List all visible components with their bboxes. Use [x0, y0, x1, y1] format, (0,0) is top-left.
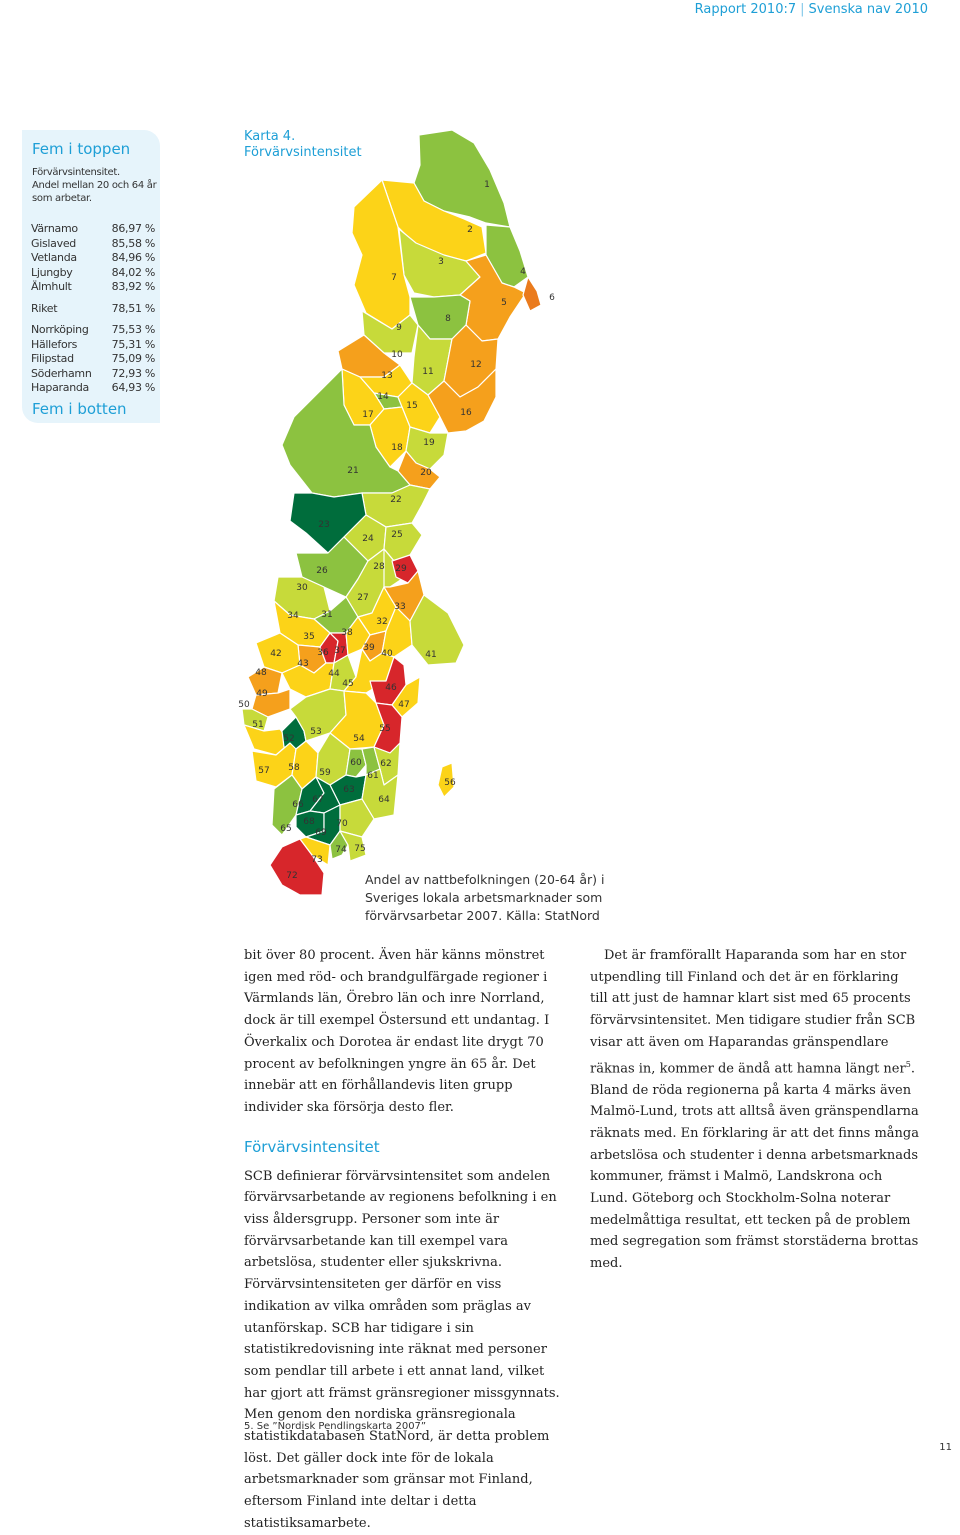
- region-label: 75: [354, 844, 366, 854]
- sweden-region-map: [234, 125, 574, 895]
- municipality-value: 75,53 %: [111, 323, 155, 336]
- footnote: 5. Se ”Nordisk Pendlingskarta 2007”: [244, 1421, 427, 1432]
- page-header: [695, 2, 928, 17]
- bottom-five-title: Fem i botten: [32, 400, 127, 418]
- paragraph-part: Det är framförallt Haparanda som har en stor utpendling till Finland och det är en förklaring till att just de hamnar klart sist med 65 procents förvärvsintensitet. Men tidigare studier från SCB visar att även om Haparandas gränspendlare räknas in, kommer de ändå att hamna längt ner: [590, 948, 916, 1076]
- text-column-left: [244, 945, 566, 1535]
- region-label: 45: [342, 679, 354, 689]
- region-label: 52: [283, 734, 295, 744]
- sidebar-subtitle-text: Andel mellan 20 och 64 år som arbetar.: [32, 180, 157, 204]
- municipality-name: Gislaved: [31, 236, 76, 250]
- region-label: 62: [380, 759, 392, 769]
- region-label: 51: [252, 720, 264, 730]
- region-label: 48: [255, 668, 267, 678]
- region-label: 72: [286, 871, 298, 881]
- municipality-value: 86,97 %: [111, 222, 155, 235]
- municipality-value: 83,92 %: [111, 280, 155, 293]
- map-title: [244, 129, 362, 161]
- report-title: Svenska nav 2010: [808, 2, 928, 17]
- body-paragraph: SCB definierar förvärvsintensitet som andelen förvärvsarbetande av regionens befolkning i en viss åldersgrupp. Personer som inte är förvärvsarbetande kan till exempel vara arbetslösa, studenter eller sjukskrivna. Förvärvsintensiteten ger därför en viss indikation av vilka områden som präglas av utanförskap. SCB har tidigare i sin statistikredovisning inte räknat med personer som pendlar till arbete i ett annat land, vilket har gjort att främst gränsregioner missgynnats. Men genom den nordiska gränsregionala statistikdatabasen StatNord, är detta problem löst. Det gäller dock inte för de lokala arbetsmarknader som gränsar mot Finland, eftersom Finland inte deltar i detta statistiksamarbete.: [244, 1168, 560, 1531]
- region-label: 49: [256, 689, 268, 699]
- sidebar-subtitle-bold: Förvärvsintensitet.: [32, 167, 120, 178]
- region-label: 25: [391, 530, 403, 540]
- top-bottom-sidebar: [22, 130, 160, 423]
- list-item: [31, 323, 155, 338]
- region-label: 70: [336, 819, 348, 829]
- municipality-value: 85,58 %: [111, 236, 155, 250]
- region-label: 10: [391, 350, 403, 360]
- map-subtitle: Förvärvsintensitet: [244, 145, 362, 160]
- region-label: 73: [311, 855, 323, 865]
- region-label: 58: [288, 763, 300, 773]
- region-label: 28: [373, 562, 385, 572]
- region-label: 5: [501, 298, 507, 308]
- region-label: 3: [438, 257, 444, 267]
- municipality-name: Söderhamn: [31, 366, 92, 380]
- region-label: 43: [297, 659, 309, 669]
- list-item: [31, 237, 155, 252]
- municipality-name: Filipstad: [31, 352, 74, 365]
- list-item: [31, 222, 155, 237]
- region-label: 65: [280, 824, 292, 834]
- footnote-ref: 5: [905, 1059, 911, 1069]
- page-number: 11: [939, 1442, 952, 1453]
- region-label: 60: [350, 758, 362, 768]
- municipality-value: 84,96 %: [111, 251, 155, 264]
- region-label: 59: [319, 768, 331, 778]
- region-label: 64: [378, 795, 390, 805]
- region-label: 21: [347, 466, 359, 476]
- region-label: 22: [390, 495, 402, 505]
- region-label: 17: [362, 410, 374, 420]
- region-label: 50: [238, 700, 250, 710]
- region-label: 38: [341, 628, 353, 638]
- sidebar-subtitle: [32, 166, 157, 205]
- bottom-five-list: [31, 323, 155, 396]
- region-label: 20: [420, 468, 432, 478]
- list-item: [31, 302, 155, 317]
- municipality-name: Älmhult: [31, 280, 72, 293]
- list-item: [31, 381, 155, 396]
- region-label: 40: [381, 649, 393, 659]
- region-label: 24: [362, 534, 374, 544]
- region-6: [523, 277, 541, 311]
- region-label: 4: [520, 267, 526, 277]
- region-label: 74: [335, 845, 347, 855]
- list-item: [31, 367, 155, 382]
- region-label: 9: [396, 323, 402, 333]
- municipality-value: 75,09 %: [111, 352, 155, 365]
- region-label: 66: [292, 800, 304, 810]
- list-item: [31, 338, 155, 353]
- region-label: 41: [425, 650, 437, 660]
- region-label: 56: [444, 778, 456, 788]
- region-41: [410, 595, 464, 665]
- top-five-title: Fem i toppen: [32, 140, 131, 158]
- region-label: 69: [315, 828, 327, 838]
- region-label: 67: [312, 795, 324, 805]
- region-label: 11: [422, 367, 434, 377]
- region-label: 16: [460, 408, 472, 418]
- region-label: 19: [423, 438, 435, 448]
- map-caption: Andel av nattbefolkningen (20-64 år) i Sveriges lokala arbetsmarknader som förvärvsarbetar 2007. Källa: StatNord: [365, 872, 605, 923]
- report-number: Rapport 2010:7: [694, 2, 797, 17]
- municipality-value: 75,31 %: [111, 337, 155, 351]
- region-label: 23: [318, 520, 330, 530]
- region-label: 36: [317, 648, 329, 658]
- riket-value: 78,51 %: [111, 302, 155, 315]
- region-label: 30: [296, 583, 308, 593]
- region-label: 42: [270, 649, 282, 659]
- region-label: 29: [395, 564, 407, 574]
- list-item: [31, 352, 155, 367]
- region-label: 2: [467, 225, 473, 235]
- region-label: 13: [381, 371, 393, 381]
- header-separator: |: [800, 2, 805, 17]
- region-label: 32: [376, 617, 388, 627]
- region-label: 68: [303, 817, 315, 827]
- region-label: 14: [377, 392, 389, 402]
- text-column-right: [590, 945, 920, 1275]
- map-number: Karta 4.: [244, 129, 296, 144]
- region-label: 33: [394, 602, 406, 612]
- region-label: 6: [549, 293, 555, 303]
- municipality-name: Haparanda: [31, 381, 89, 394]
- region-label: 54: [353, 734, 365, 744]
- list-item: [31, 251, 155, 266]
- paragraph-part: . Bland de röda regionerna på karta 4 märks även Malmö-Lund, trots att alltså även gränspendlarna räknats med. En förklaring är att det finns många arbetslösa och studenter i denna arbetsmarknads kommuner, främst i Malmö, Landskrona och Lund. Göteborg och Stockholm-Solna noterar medelmåttiga resultat, ett tecken på de problem med segregation som främst storstäderna brottas med.: [590, 1060, 919, 1272]
- region-label: 27: [357, 593, 369, 603]
- region-label: 61: [367, 771, 379, 781]
- region-label: 34: [287, 611, 299, 621]
- region-label: 7: [391, 273, 397, 283]
- region-label: 47: [398, 700, 410, 710]
- list-item: [31, 266, 155, 281]
- municipality-name: Värnamo: [31, 222, 78, 235]
- riket-row: [31, 302, 155, 317]
- municipality-name: Vetlanda: [31, 251, 77, 264]
- region-label: 1: [484, 180, 490, 190]
- region-label: 37: [334, 646, 346, 656]
- region-label: 8: [445, 314, 451, 324]
- municipality-value: 64,93 %: [111, 381, 155, 394]
- region-label: 26: [316, 566, 328, 576]
- body-paragraph: [590, 945, 920, 1275]
- region-label: 18: [391, 443, 403, 453]
- region-label: 44: [328, 669, 340, 679]
- list-item: [31, 280, 155, 295]
- region-label: 53: [310, 727, 322, 737]
- region-label: 35: [303, 632, 315, 642]
- body-paragraph: bit över 80 procent. Även här känns mönstret igen med röd- och brandgulfärgade regioner i Värmlands län, Örebro län och inre Norrland, dock är till exempel Östersund ett undantag. I Överkalix och Dorotea är endast lite drygt 70 procent av befolkningen yngre än 65 år. Det innebär att en förhållandevis liten grupp individer ska försörja desto fler.: [244, 948, 550, 1115]
- municipality-value: 72,93 %: [111, 366, 155, 380]
- section-heading: Förvärvsintensitet: [244, 1137, 380, 1156]
- municipality-name: Norrköping: [31, 323, 89, 336]
- riket-name: Riket: [31, 302, 58, 315]
- region-label: 12: [470, 360, 482, 370]
- municipality-value: 84,02 %: [111, 265, 155, 279]
- region-label: 39: [363, 643, 375, 653]
- region-label: 55: [379, 724, 391, 734]
- region-label: 46: [385, 683, 397, 693]
- top-five-list: [31, 222, 155, 295]
- region-label: 57: [258, 766, 270, 776]
- municipality-name: Ljungby: [31, 265, 73, 279]
- municipality-name: Hällefors: [31, 337, 78, 351]
- region-label: 63: [343, 785, 355, 795]
- region-label: 15: [406, 401, 418, 411]
- region-label: 31: [321, 610, 333, 620]
